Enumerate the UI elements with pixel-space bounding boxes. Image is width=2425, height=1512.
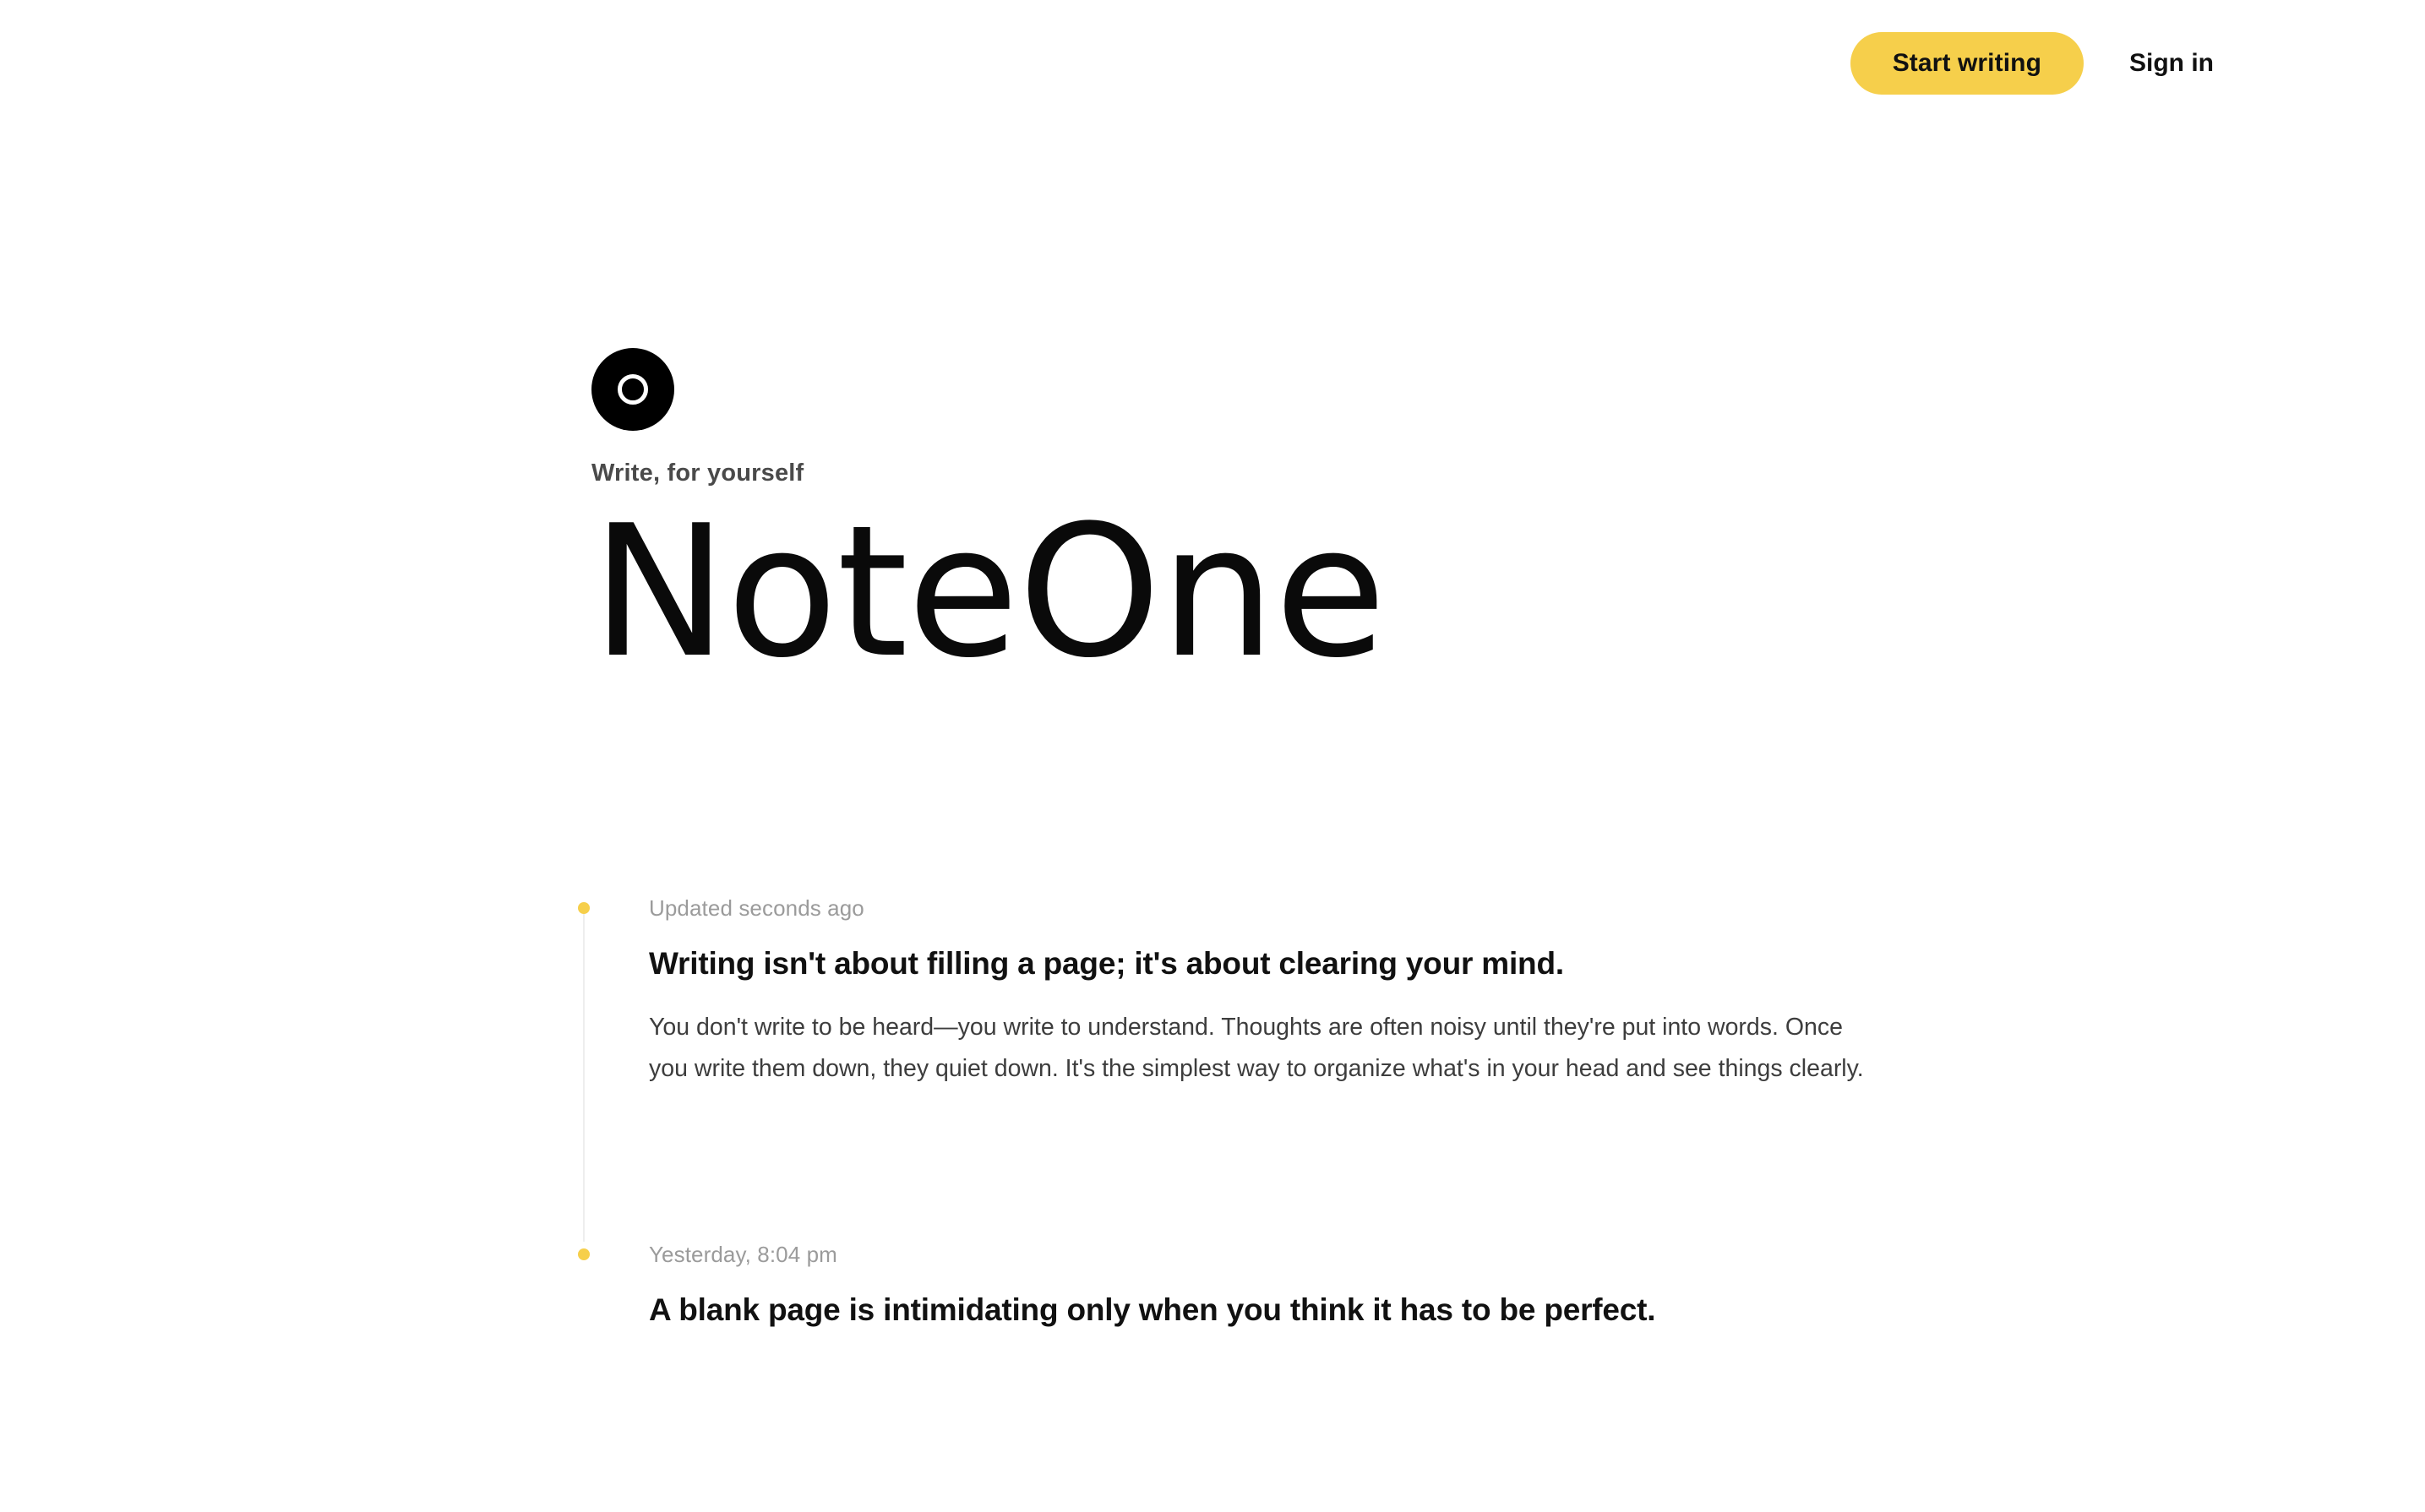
note-title[interactable]: Writing isn't about filling a page; it's about clearing your mind.	[649, 946, 1564, 981]
circle-ring-icon	[591, 348, 674, 431]
hero-tagline: Write, for yourself	[591, 460, 804, 487]
note-body: You don't write to be heard—you write to understand. Thoughts are often noisy until they're put into words. Once you write them down, they quiet down. It's the simplest way to organize what's in your head and see things clearly.	[649, 1014, 1864, 1083]
list-item[interactable]	[583, 1242, 1952, 1380]
timeline-dot-icon	[578, 1248, 590, 1260]
timeline-dot-icon	[578, 902, 590, 914]
start-writing-button[interactable]: Start writing	[1850, 32, 2084, 95]
note-title[interactable]: A blank page is intimidating only when you think it has to be perfect.	[649, 1292, 1656, 1328]
list-item[interactable]	[583, 895, 1952, 1242]
logo-inner-ring	[618, 374, 648, 405]
note-timestamp: Yesterday, 8:04 pm	[649, 1242, 837, 1268]
sign-in-button[interactable]: Sign in	[2117, 42, 2226, 84]
note-timestamp: Updated seconds ago	[649, 895, 864, 921]
notes-feed	[583, 895, 1952, 1381]
page-title: NoteOne	[591, 486, 1386, 698]
top-navigation-bar	[0, 0, 2425, 127]
timeline-rail	[583, 911, 585, 1242]
hero-section	[591, 348, 2028, 698]
